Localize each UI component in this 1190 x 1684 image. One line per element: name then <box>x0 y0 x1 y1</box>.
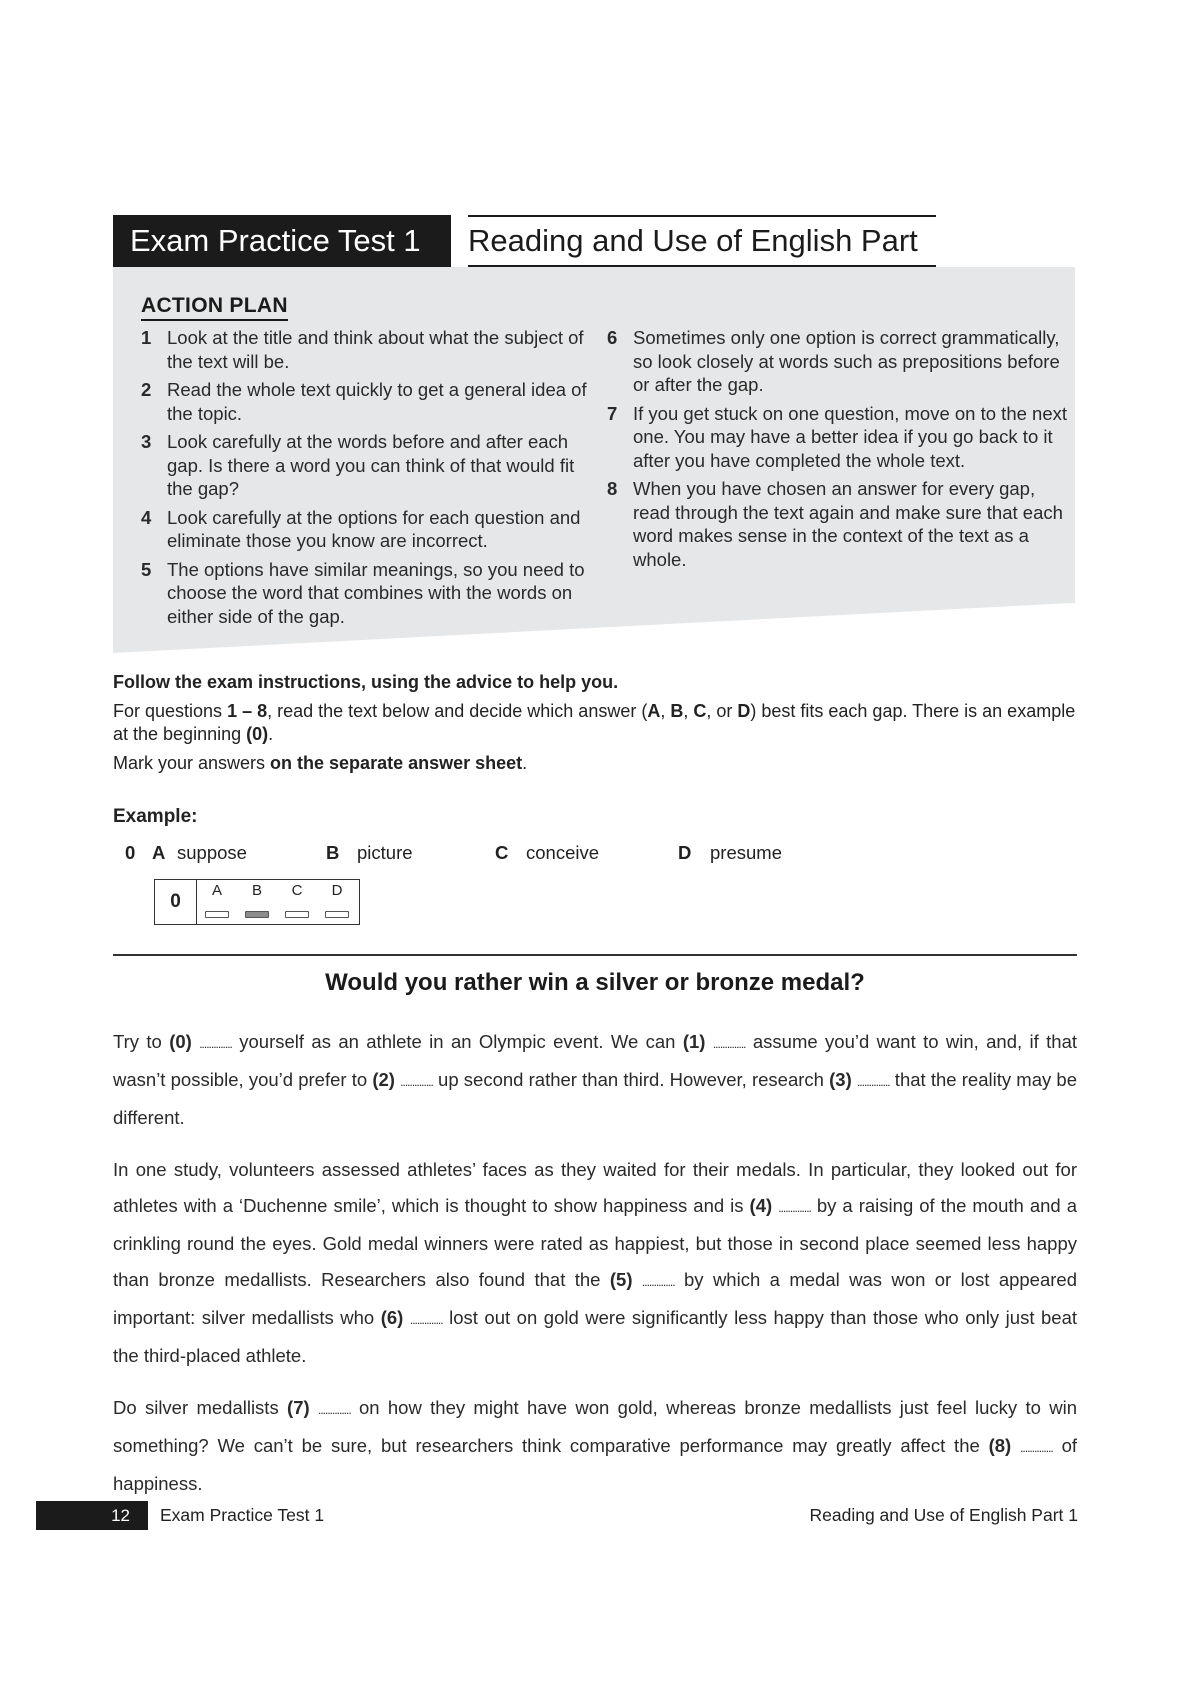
gap-dots: .............. <box>400 1075 433 1089</box>
action-plan-text: Read the whole text quickly to get a general idea of the topic. <box>167 379 587 424</box>
action-plan-item <box>607 477 1077 571</box>
answer-bubble <box>205 911 229 918</box>
answer-bubble <box>285 911 309 918</box>
gap-fill-text <box>113 1024 1077 1518</box>
answer-grid-option-b <box>237 880 277 924</box>
gap-number: (3) <box>829 1069 852 1090</box>
action-plan-number: 6 <box>607 327 618 348</box>
gap-dots: .............. <box>1020 1441 1053 1455</box>
example-option-word: conceive <box>526 842 600 863</box>
action-plan-item <box>141 558 591 629</box>
action-plan-text: If you get stuck on one question, move on to the next one. You may have a better idea if you go back to it after you have completed the whole text. <box>633 402 1068 471</box>
text-title: Would you rather win a silver or bronze medal? <box>325 969 865 996</box>
action-plan-number: 8 <box>607 478 618 499</box>
answer-bubble <box>245 911 269 918</box>
footer-section-title: Exam Practice Test 1 <box>160 1505 325 1525</box>
answer-bubble <box>325 911 349 918</box>
gap-dots: .............. <box>409 1313 443 1327</box>
gap-number: (1) <box>682 1031 706 1052</box>
answer-grid-letter: C <box>291 882 303 899</box>
action-plan-number: 2 <box>141 379 152 400</box>
section-divider <box>113 954 1077 956</box>
action-plan-text: Look carefully at the words before and after each gap. Is there a word you can think of that would fit the gap? <box>167 431 575 499</box>
gap-number: (8) <box>988 1435 1012 1456</box>
action-plan-item <box>141 506 591 553</box>
action-plan-number: 4 <box>141 506 152 528</box>
action-plan-text: Look carefully at the options for each question and eliminate those you know are incorrect. <box>167 506 581 551</box>
gap-number: (0) <box>169 1031 192 1052</box>
text-paragraph-3: Do silver medallists (7) .............. on how they might have won gold, whereas bronze medallists just feel lucky to win something? We can’t be sure, but researchers think comparative performance may greatly affect the (8) .............. of happiness. <box>113 1397 1078 1494</box>
answer-sheet-instruction: Mark your answers on the separate answer sheet. <box>113 752 528 773</box>
gap-number: (2) <box>372 1069 395 1090</box>
footer-part-title: Reading and Use of English Part 1 <box>809 1505 1078 1525</box>
gap-dots: .............. <box>199 1037 232 1051</box>
example-option-letter: D <box>678 842 692 863</box>
gap-dots: .............. <box>641 1275 675 1289</box>
question-instruction: For questions 1 – 8, read the text below and decide which answer (A, B, C, or D) best fits each gap. There is an example at the beginning (0). <box>113 700 1076 744</box>
example-option-letter: C <box>495 842 509 863</box>
exam-instructions <box>113 671 1077 780</box>
action-plan-number: 5 <box>141 558 152 580</box>
gap-number: (6) <box>380 1307 404 1328</box>
answer-grid-letter: A <box>211 882 222 899</box>
gap-dots: .............. <box>856 1075 890 1089</box>
advice-line: Follow the exam instructions, using the advice to help you. <box>113 672 619 692</box>
action-plan-item <box>141 326 591 373</box>
action-plan-item <box>141 378 591 425</box>
action-plan-title: ACTION PLAN <box>141 294 288 321</box>
action-plan-column-right <box>607 326 1077 576</box>
answer-grid-letter: B <box>251 882 262 899</box>
gap-number: (5) <box>609 1269 633 1290</box>
gap-dots: .............. <box>778 1201 811 1215</box>
action-plan-text: Look at the title and think about what the subject of the text will be. <box>167 327 584 372</box>
action-plan-item <box>607 326 1077 397</box>
action-plan-text: The options have similar meanings, so you need to choose the word that combines with the words on either side of the gap. <box>167 558 585 627</box>
answer-grid-option-a <box>197 880 237 924</box>
answer-grid-option-d <box>317 880 357 924</box>
gap-number: (4) <box>749 1195 773 1216</box>
gap-dots: .............. <box>712 1037 746 1051</box>
example-option-word: suppose <box>177 842 247 863</box>
answer-grid-letter: D <box>331 882 343 899</box>
example-option-letter: A <box>152 842 166 863</box>
text-paragraph-1: Try to (0) .............. yourself as an athlete in an Olympic event. We can (1) .............. assume you’d want to win, and, if that wasn’t possible, you’d prefer to (2) .............. up second rather than third. However, research (3) .............. that the reality may be different. <box>113 1031 1078 1128</box>
gap-number: (7) <box>287 1397 310 1418</box>
answer-grid-number: 0 <box>155 880 197 924</box>
example-answer-grid <box>154 879 360 925</box>
section-title: Exam Practice Test 1 <box>113 215 451 267</box>
text-paragraph-2: In one study, volunteers assessed athletes’ faces as they waited for their medals. In particular, they looked out for athletes with a ‘Duchenne smile’, which is thought to show happiness and is (4) .............. by a raising of the mouth and a crinkling round the eyes. Gold medal winners were rated as happiest, but those in second place seemed less happy than bronze medallists. Researchers also found that the (5) .............. by which a medal was won or lost appeared important: silver medallists who (6) .............. lost out on gold were significantly less happy than those who only just beat the third-placed athlete. <box>113 1159 1078 1366</box>
action-plan-column-left <box>141 326 591 633</box>
action-plan-number: 1 <box>141 327 152 348</box>
gap-dots: .............. <box>317 1403 351 1417</box>
action-plan-number: 7 <box>607 402 618 424</box>
action-plan-number: 3 <box>141 431 152 452</box>
example-option-word: picture <box>357 842 413 863</box>
example-option-letter: B <box>326 842 340 863</box>
action-plan-text: When you have chosen an answer for every gap, read through the text again and make sure that each word makes sense in the context of the text as a whole. <box>633 478 1063 570</box>
answer-grid-option-c <box>277 880 317 924</box>
part-title: Reading and Use of English Part <box>468 215 936 267</box>
example-number: 0 <box>125 842 136 863</box>
action-plan-text: Sometimes only one option is correct grammatically, so look closely at words such as prepositions before or after the gap. <box>633 327 1060 395</box>
action-plan-item <box>141 430 591 501</box>
example-option-word: presume <box>710 842 782 863</box>
page-number: 12 <box>36 1501 148 1530</box>
example-label: Example: <box>113 806 198 827</box>
action-plan-item <box>607 402 1077 473</box>
